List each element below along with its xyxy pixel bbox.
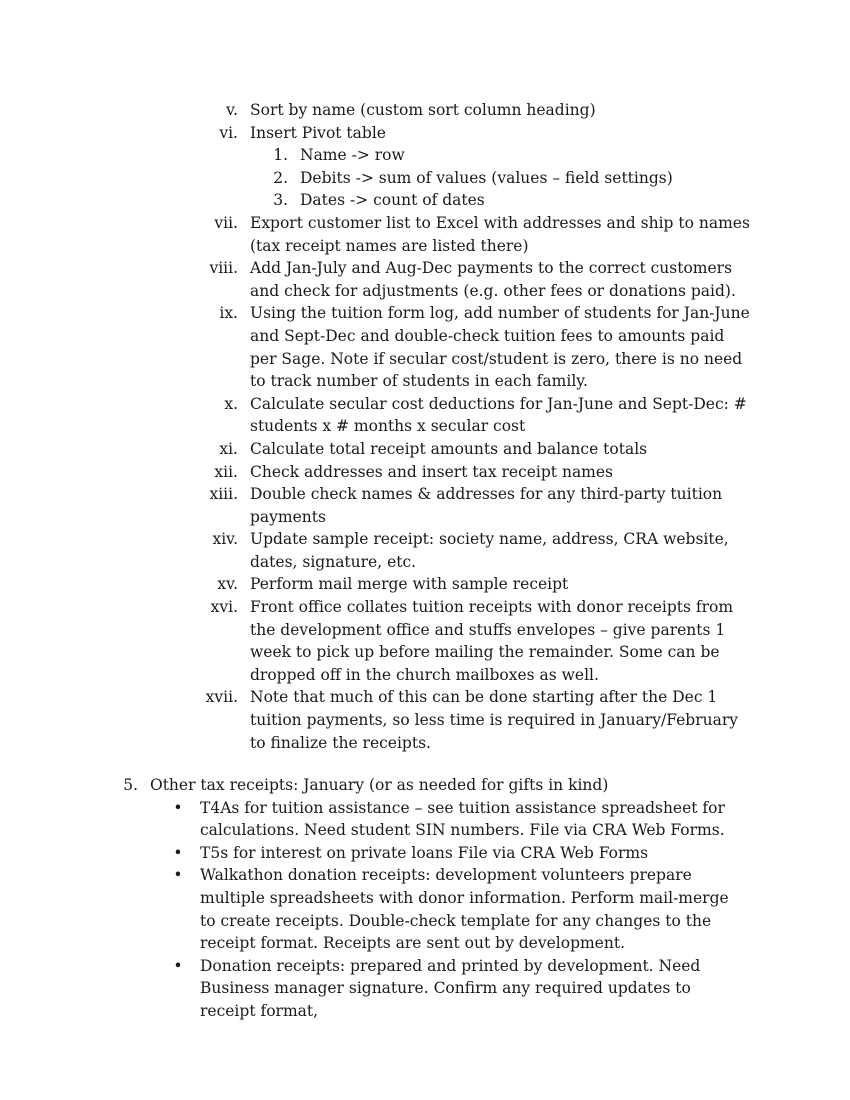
list-item-text: Sort by name (custom sort column heading) — [250, 101, 596, 119]
list-item — [0, 212, 750, 257]
list-item — [0, 483, 750, 528]
roman-numbered-list — [0, 99, 850, 754]
list-number: xv. — [217, 575, 238, 594]
list-number: vii. — [214, 213, 238, 232]
bullet-text: T4As for tuition assistance – see tuition assistance spreadsheet for calculations. Need student SIN numbers. File via CRA Web Forms. — [200, 798, 725, 840]
list-item — [0, 596, 750, 686]
list-item-text: Calculate secular cost deductions for Jan-June and Sept-Dec: # students x # months x secular cost — [250, 394, 747, 436]
list-item — [0, 528, 750, 573]
list-item-text: Update sample receipt: society name, address, CRA website, dates, signature, etc. — [250, 530, 729, 571]
list-item — [0, 461, 750, 484]
bullet-item — [0, 842, 745, 865]
list-number: ix. — [219, 304, 238, 323]
sub-list-text: Debits -> sum of values (values – field settings) — [300, 168, 673, 187]
list-item-text: Front office collates tuition receipts with donor receipts from the development office and stuffs envelopes – give parents 1 week to pick up before mailing the remainder. Some can be dropped off in the church mailboxes as well. — [250, 598, 734, 684]
list-item — [0, 573, 750, 596]
sub-list-item — [0, 189, 750, 212]
list-item-text: Double check names & addresses for any third-party tuition payments — [250, 485, 723, 526]
bullet-item — [0, 797, 745, 842]
bullet-item — [0, 864, 745, 954]
list-number: vi. — [219, 123, 238, 142]
list-number: xi. — [219, 439, 238, 458]
sub-list-item — [0, 144, 750, 167]
bullet-icon: • — [173, 956, 183, 975]
list-number: v. — [226, 101, 238, 119]
bullet-item — [0, 955, 745, 1023]
list-number: xii. — [214, 462, 238, 481]
sub-list-number: 2. — [273, 168, 288, 187]
bullet-icon: • — [173, 843, 183, 862]
list-item — [0, 257, 750, 302]
sub-list-number: 1. — [273, 146, 288, 165]
section-number: 5. — [123, 776, 138, 794]
bullet-text: T5s for interest on private loans File via CRA Web Forms — [200, 843, 649, 862]
list-number: xiii. — [209, 485, 238, 504]
list-item-text: Calculate total receipt amounts and balance totals — [250, 439, 648, 458]
list-item-text: Using the tuition form log, add number of students for Jan-June and Sept-Dec and double-check tuition fees to amounts paid per Sage. Note if secular cost/student is zero, there is no need to track number of students in each family. — [250, 304, 750, 391]
list-number: xvii. — [205, 688, 238, 707]
section-heading-text: Other tax receipts: January (or as needed for gifts in kind) — [150, 776, 609, 794]
list-number: viii. — [209, 259, 238, 278]
bullet-text: Walkathon donation receipts: development volunteers prepare multiple spreadsheets with donor information. Perform mail-merge to create receipts. Double-check template for any changes to the receipt format. Receipts are sent out by development. — [200, 866, 729, 953]
sub-list-number: 3. — [273, 191, 288, 210]
sub-list-item — [0, 167, 750, 190]
bullet-icon: • — [173, 866, 183, 885]
list-number: xiv. — [212, 530, 238, 549]
pivot-steps-list — [0, 144, 850, 212]
bullet-text: Donation receipts: prepared and printed by development. Need Business manager signature. Confirm any required updates to receipt format, — [200, 956, 701, 1020]
list-item — [0, 438, 750, 461]
list-item-text: Check addresses and insert tax receipt names — [250, 462, 614, 481]
list-item-text: Insert Pivot table — [250, 123, 386, 142]
bullet-icon: • — [173, 798, 183, 817]
sub-list-text: Dates -> count of dates — [300, 191, 485, 210]
sub-list-text: Name -> row — [300, 146, 405, 165]
list-item-text: Perform mail merge with sample receipt — [250, 575, 569, 594]
list-item — [0, 393, 750, 438]
list-item-text: Add Jan-July and Aug-Dec payments to the correct customers and check for adjustments (e.g. other fees or donations paid). — [250, 259, 736, 300]
list-number: xvi. — [210, 598, 238, 617]
list-item-text: Note that much of this can be done starting after the Dec 1 tuition payments, so less time is required in January/February to finalize the receipts. — [250, 688, 739, 752]
section-heading — [0, 774, 850, 797]
list-number: x. — [224, 394, 238, 413]
list-item-text: Export customer list to Excel with addresses and ship to names (tax receipt names are listed there) — [250, 213, 750, 255]
list-item — [0, 302, 750, 392]
list-item — [0, 99, 750, 122]
section-other-tax-receipts — [0, 774, 850, 1023]
list-item — [0, 122, 750, 145]
list-item — [0, 686, 750, 754]
